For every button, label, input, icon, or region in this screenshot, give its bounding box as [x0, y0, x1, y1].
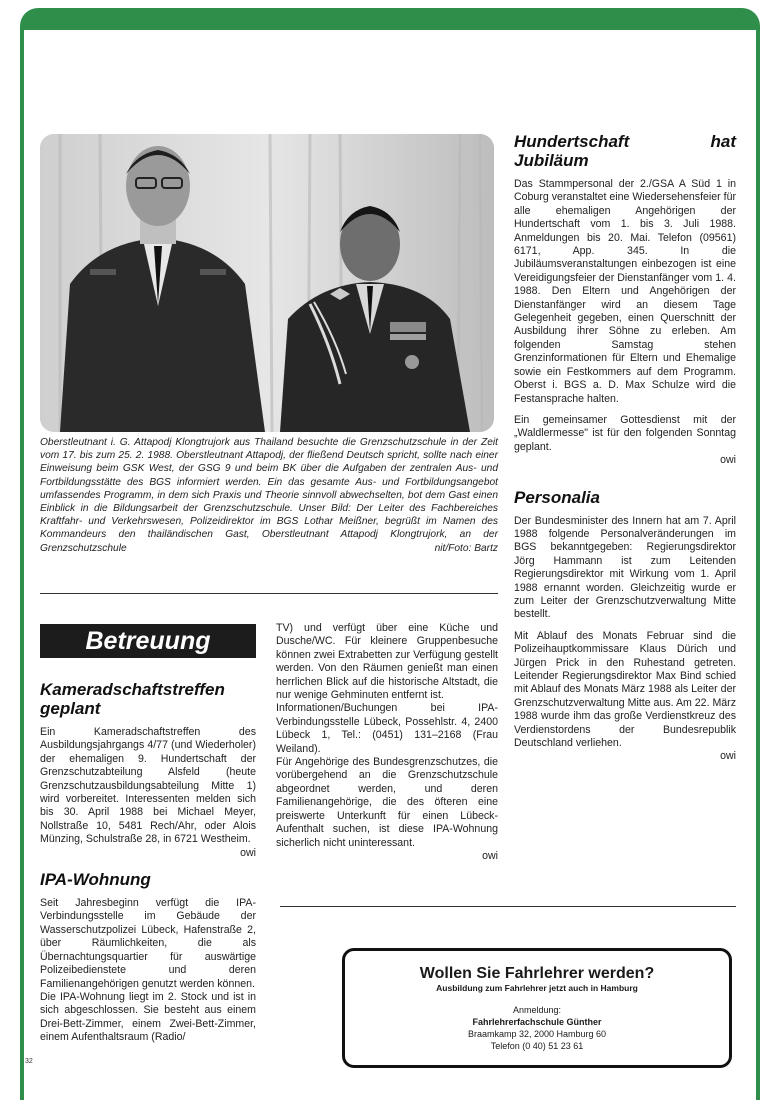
left-column	[40, 680, 256, 1053]
magazine-page	[24, 30, 756, 1100]
divider-rule	[40, 593, 498, 594]
ad-title: Wollen Sie Fahrlehrer werden?	[419, 965, 655, 982]
headline-personalia: Personalia	[514, 487, 600, 507]
section-banner-betreuung: Betreuung	[40, 624, 256, 658]
article-paragraph	[514, 630, 736, 764]
headline-kameradschaftstreffen: Kameradschaftstreffen geplant	[40, 680, 225, 718]
article-paragraph	[276, 756, 498, 863]
article-text: Für Angehörige des Bundesgrenzschutzes, die vorübergehend an die Grenzschutzschule abgeordnet werden, und deren Familienangehörige, die des öfteren eine preiswerte Unterkunft für einen Lübeck-Aufenthalt suchen, ist diese IPA-Wohnung sicherlich nicht uninteressant.	[276, 756, 498, 849]
author-sign: owi	[720, 454, 736, 467]
photo-two-officers	[40, 134, 494, 432]
article-paragraph	[40, 726, 256, 860]
right-column	[514, 132, 736, 772]
article-paragraph: Seit Jahresbeginn verfügt die IPA-Verbindungsstelle im Gebäude der Wasserschutzpolizei Lübeck, Hafenstraße 2, über Räumlichkeiten, die als Übernachtungsquartier für auswärtige Polizeibedienstete und deren Familienangehörigen genutzt werden können.	[40, 897, 256, 990]
article-paragraph: TV) und verfügt über eine Küche und Dusche/WC. Für kleinere Gruppenbesuche können zwei Extrabetten zur Verfügung gestellt werden. Von den Räumen genießt man einen herrlichen Blick auf die historische Altstadt, die nur wenige Gehminuten entfernt ist.	[276, 622, 498, 702]
headline-hundertschaft: Hundertschaft hat Jubiläum	[514, 132, 736, 170]
advertisement-box	[342, 948, 732, 1068]
article-paragraph	[514, 414, 736, 468]
article-paragraph: Der Bundesminister des Innern hat am 7. April 1988 folgende Personalveränderungen im BGS bekanntgegeben: Regierungsdirektor Jörg Hammann ist zum Leitenden Regierungsdirektor mit Wirkung vom 1. April 1988 ernannt worden. Gleichzeitig wurde er zum Leiter der Grenzschutzverwaltung Mitte bestellt.	[514, 514, 736, 621]
headline-ipa-wohnung: IPA-Wohnung	[40, 870, 151, 890]
photo-caption	[40, 436, 498, 555]
caption-text: Oberstleutnant i. G. Attapodj Klongtrujork aus Thailand besuchte die Grenzschutzschule in der Zeit vom 17. bis zum 25. 2. 1988. Oberstleutnant Attapodj, der fließend Deutsch spricht, sollte nach einer Einweisung beim GSK West, der GSG 9 und beim BK über die Aufgaben der zentralen Aus- und Fortbildungsstätte des BGS informiert werden. Ein das gesamte Aus- und Fortbildungsangebot umfassendes Programm, in dem sich Praxis und Theorie sinnvoll abwechselten, bot dem Gast einen Einblick in die Bildungsarbeit der Grenzschutzschule. Unser Bild: Der Leiter des Fachbereiches Kraftfahr- und Verkehrswesen, Polizeidirektor im BGS Lothar Meißner, begrüßt im Namen des Kommandeurs den thailändischen Gast, Oberstleutnant Attapodj Klongtrujork, an der Grenzschutzschule	[40, 437, 498, 554]
ad-phone: Telefon (0 40) 51 23 61	[490, 1041, 584, 1051]
article-paragraph: Das Stammpersonal der 2./GSA A Süd 1 in Coburg veranstaltet eine Wiedersehensfeier für alle ehemaligen Angehörigen der Hundertschaft vom 1. bis 3. Juli 1988. Anmeldungen bis 20. Mai. Telefon (09561) 6171, App. 345. In die Jubiläumsveranstaltungen einbezogen ist eine Vereidigungsfeier der Dienstanfänger vom 1. 4. 1988. Den Eltern und Angehörigen der Dienstanfänger wird an diesem Tage Gelegenheit gegeben, einen Querschnitt der Ausbildung ihrer Söhne zu erleben. Am folgenden Samstag stehen Grenzinformationen für Eltern und Ehemalige sowie ein Festkommers auf dem Programm. Oberst i. BGS a. D. Max Schulze wird die Festansprache halten.	[514, 178, 736, 405]
article-paragraph: Informationen/Buchungen bei IPA-Verbindungsstelle Lübeck, Possehlstr. 4, 2400 Lübeck 1, Tel.: (0451) 131–2168 (Frau Weiland).	[276, 702, 498, 755]
photo-credit: nit/Foto: Bartz	[434, 542, 498, 554]
page-number: 32	[25, 1058, 33, 1065]
author-sign: owi	[482, 849, 498, 862]
ad-address: Braamkamp 32, 2000 Hamburg 60	[467, 1029, 607, 1039]
ad-subtitle: Ausbildung zum Fahrlehrer jetzt auch in Hamburg	[436, 983, 638, 993]
ad-label: Anmeldung:	[512, 1005, 562, 1015]
middle-column	[276, 622, 498, 871]
divider-rule	[280, 906, 736, 907]
author-sign: owi	[240, 846, 256, 859]
article-text: Ein Kameradschaftstreffen des Ausbildungsjahrgangs 4/77 (und Wiederholer) der ehemaligen 9. Hundertschaft der Grenzschutzabteilung Alsfeld (heute Grenzschutzausbildungsabteilung Mitte 1) wird vorbereitet. Interessenten melden sich bis 30. April 1988 bei Michael Meyer, Nollstraße 10, 5481 Rech/Ahr, oder Alois Münzing, Schulstraße 28, in 6721 Westheim.	[40, 726, 256, 846]
author-sign: owi	[720, 750, 736, 763]
ad-firm: Fahrlehrerfachschule Günther	[472, 1017, 602, 1027]
article-paragraph: Die IPA-Wohnung liegt im 2. Stock und ist in sich abgeschlossen. Sie besteht aus einem Drei-Bett-Zimmer, einem Zwei-Bett-Zimmer, einem Aufenthaltsraum (Radio/	[40, 990, 256, 1044]
article-text: Ein gemeinsamer Gottesdienst mit der „Waldlermesse" ist für den folgenden Sonntag geplant.	[514, 413, 736, 453]
article-text: Mit Ablauf des Monats Februar sind die Polizeihauptkommissare Klaus Dürich und Jürgen Prick in den Ruhestand getreten. Leitender Regierungsdirektor Max Bind schied mit Ablauf des Monats März 1988 als Leiter der Grenzschutzverwaltung Mitte aus. Am 22. März 1988 wurde ihm das große Verdienstkreuz des Verdienstordens der Bundesrepublik Deutschland verliehen.	[514, 629, 736, 750]
